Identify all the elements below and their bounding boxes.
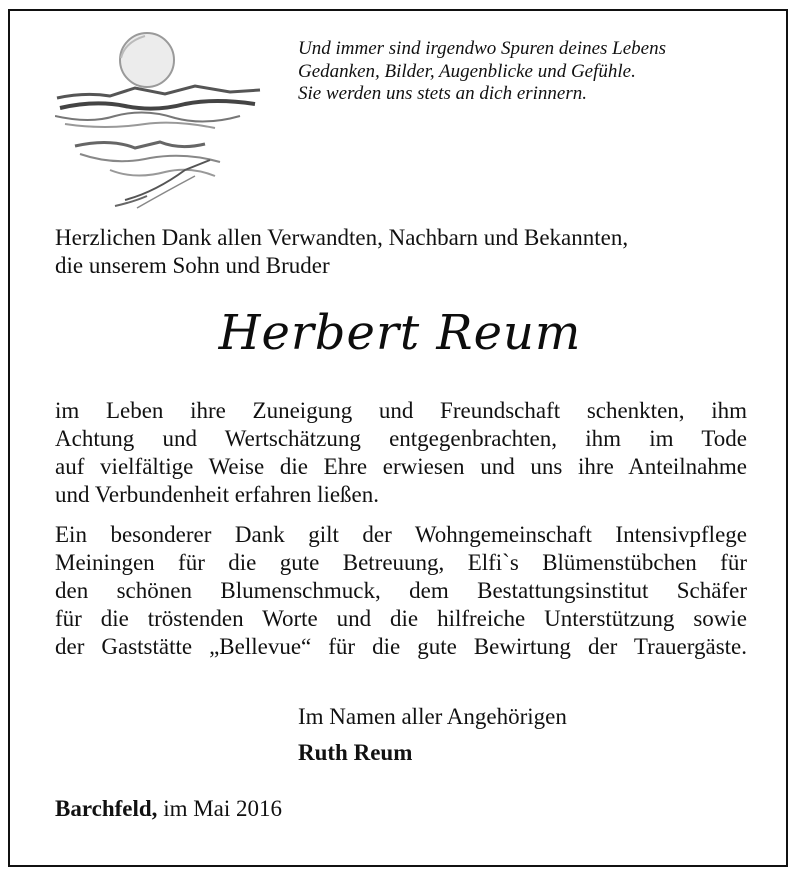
poem-verse <box>298 38 768 106</box>
paragraph-line: für die tröstenden Worte und die hilfreiche Unterstützung sowie <box>55 606 747 631</box>
poem-line: Und immer sind irgendwo Spuren deines Lebens <box>298 38 667 59</box>
paragraph-line: und Verbundenheit erfahren ließen. <box>55 482 380 507</box>
paragraph-line: auf vielfältige Weise die Ehre erwiesen und uns ihre Anteilnahme <box>55 454 747 479</box>
thanks-paragraph-1 <box>55 397 747 509</box>
sun-landscape-icon <box>55 20 265 220</box>
paragraph-line: Meiningen für die gute Betreuung, Elfi`s Blümenstübchen für <box>55 550 747 575</box>
intro-line: Herzlichen Dank allen Verwandten, Nachbarn und Bekannten, <box>55 225 629 250</box>
deceased-name: Herbert Reum <box>218 305 582 361</box>
notice-date: im Mai 2016 <box>163 796 283 821</box>
thanks-paragraph-2 <box>55 521 747 661</box>
paragraph-line: den schönen Blumenschmuck, dem Bestattungsinstitut Schäfer <box>55 578 747 603</box>
poem-line: Sie werden uns stets an dich erinnern. <box>298 83 588 104</box>
paragraph-line: im Leben ihre Zuneigung und Freundschaft schenkten, ihm <box>55 398 747 423</box>
place-date <box>55 796 282 822</box>
intro-line: die unserem Sohn und Bruder <box>55 253 330 278</box>
paragraph-line: Ein besonderer Dank gilt der Wohngemeinschaft Intensivpflege <box>55 522 747 547</box>
paragraph-line: der Gaststätte „Bellevue“ für die gute Bewirtung der Trauergäste. <box>55 634 747 659</box>
closing-line: Im Namen aller Angehörigen <box>298 704 567 729</box>
poem-line: Gedanken, Bilder, Augenblicke und Gefühle. <box>298 60 636 82</box>
thanks-intro <box>55 224 755 280</box>
paragraph-line: Achtung und Wertschätzung entgegenbrachten, ihm im Tode <box>55 426 747 451</box>
signer-name: Ruth Reum <box>298 740 413 765</box>
place-name: Barchfeld, <box>55 796 158 821</box>
